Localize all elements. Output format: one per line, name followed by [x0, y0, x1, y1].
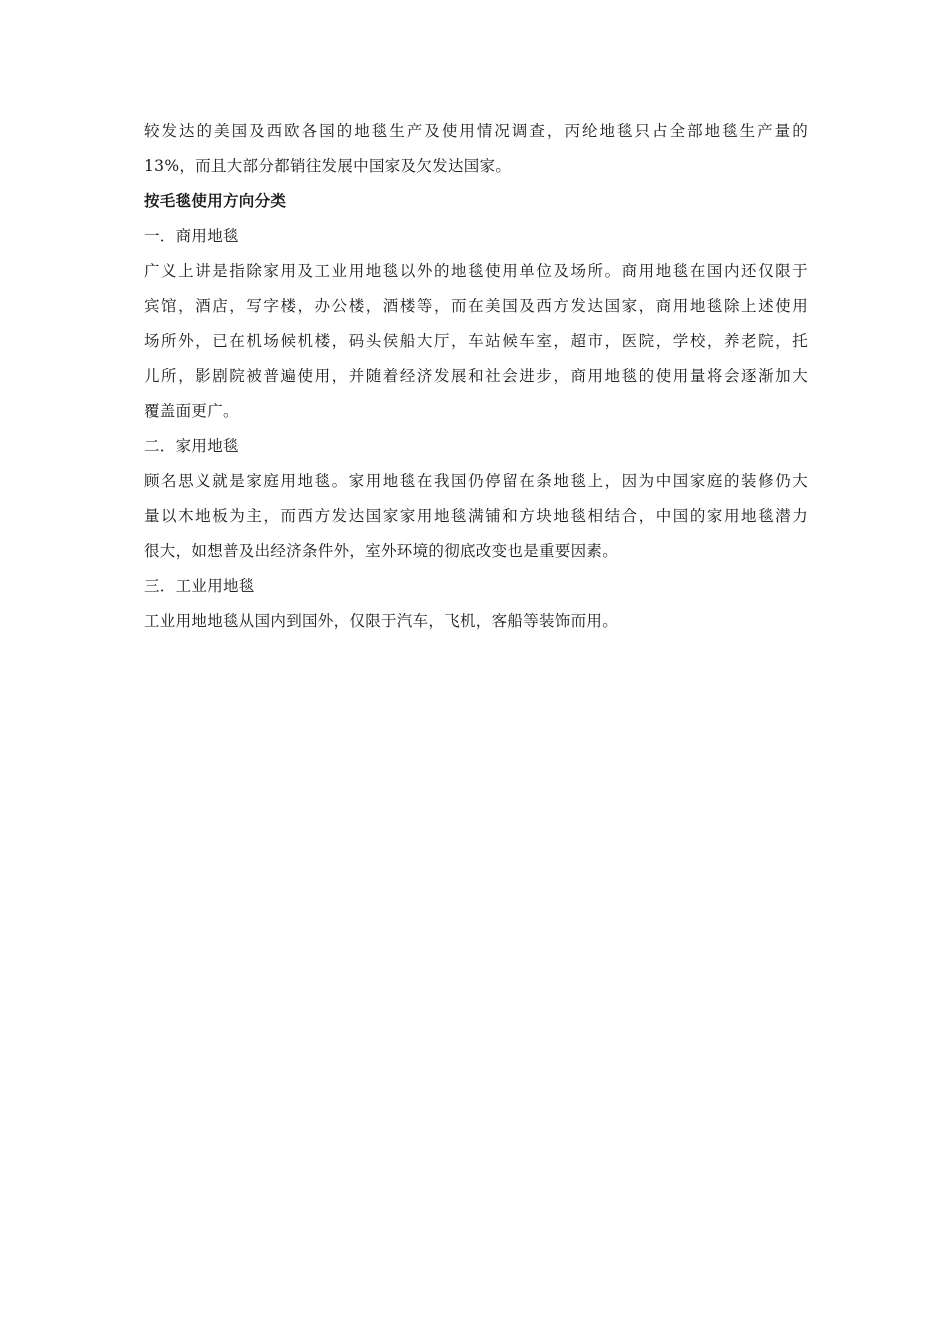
paragraph-line: 宾馆，酒店，写字楼，办公楼，酒楼等，而在美国及西方发达国家，商用地毯除上述使用: [144, 297, 808, 315]
paragraph-line: 13%，而且大部分都销往发展中国家及欠发达国家。: [144, 157, 512, 175]
paragraph-line: 广义上讲是指除家用及工业用地毯以外的地毯使用单位及场所。商用地毯在国内还仅限于: [144, 262, 808, 280]
section-heading: 按毛毯使用方向分类: [144, 192, 287, 210]
paragraph-line: 顾名思义就是家庭用地毯。家用地毯在我国仍停留在条地毯上，因为中国家庭的装修仍大: [144, 472, 808, 490]
paragraph-line: 较发达的美国及西欧各国的地毯生产及使用情况调查，丙纶地毯只占全部地毯生产量的: [144, 122, 808, 140]
paragraph-line: 量以木地板为主，而西方发达国家家用地毯满铺和方块地毯相结合，中国的家用地毯潜力: [144, 507, 808, 525]
paragraph-line: 儿所，影剧院被普遍使用，并随着经济发展和社会进步，商用地毯的使用量将会逐渐加大: [144, 367, 808, 385]
paragraph-line: 场所外，已在机场候机楼，码头侯船大厅，车站候车室，超市，医院，学校，养老院，托: [144, 332, 808, 350]
subsection-title-industrial: 三．工业用地毯: [144, 577, 255, 595]
paragraph-line: 工业用地地毯从国内到国外，仅限于汽车，飞机，客船等装饰而用。: [144, 612, 619, 630]
paragraph-line: 很大，如想普及出经济条件外，室外环境的彻底改变也是重要因素。: [144, 542, 619, 560]
subsection-title-commercial: 一．商用地毯: [144, 227, 239, 245]
subsection-title-household: 二．家用地毯: [144, 437, 239, 455]
paragraph-line: 覆盖面更广。: [144, 402, 239, 420]
document-body: [144, 114, 808, 639]
